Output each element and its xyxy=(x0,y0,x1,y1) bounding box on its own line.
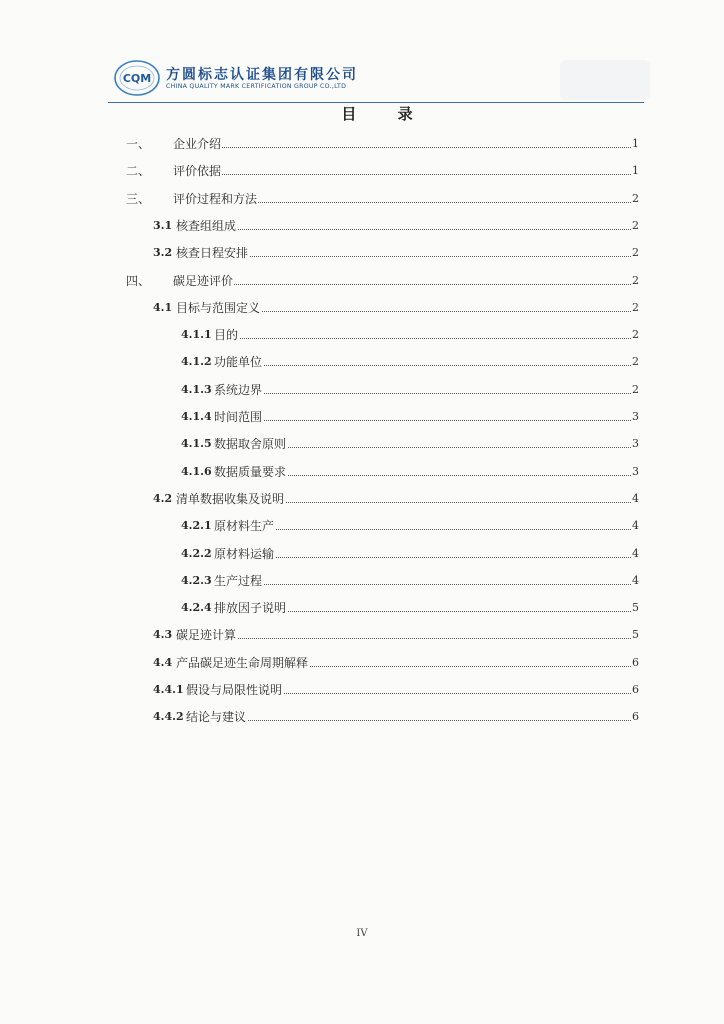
toc-entry[interactable] xyxy=(0,518,724,534)
toc-entry[interactable] xyxy=(0,655,724,671)
toc-dot-leader xyxy=(214,393,633,394)
toc-entry-label: 核查日程安排 xyxy=(176,246,249,261)
toc-entry-label: 原材料运输 xyxy=(214,546,275,561)
toc-entry-label: 假设与局限性说明 xyxy=(186,683,283,697)
toc-dot-leader xyxy=(214,420,633,421)
toc-entry-number: 4.1.4 xyxy=(181,410,212,423)
toc-entry[interactable] xyxy=(0,409,724,425)
toc-entry[interactable] xyxy=(0,191,724,207)
toc-entry-label: 排放因子说明 xyxy=(214,601,287,616)
toc-dot-leader xyxy=(214,584,633,585)
toc-entry-label: 功能单位 xyxy=(214,355,263,370)
toc-entry-label: 碳足迹评价 xyxy=(173,273,234,288)
toc-title: 目 录 xyxy=(341,105,431,123)
toc-entry[interactable] xyxy=(0,354,724,370)
toc-entry-label: 生产过程 xyxy=(214,573,263,588)
toc-entry-label: 数据取舍原则 xyxy=(214,437,287,452)
toc-entry-label: 企业介绍 xyxy=(173,137,222,151)
toc-entry-label: 原材料生产 xyxy=(214,519,275,534)
toc-entry-page: 3 xyxy=(632,437,639,451)
toc-entry[interactable] xyxy=(0,573,724,589)
toc-entry-number: 一、 xyxy=(126,137,151,151)
toc-dot-leader xyxy=(186,720,633,721)
toc-entry-page: 1 xyxy=(632,137,639,150)
toc-entry-label: 数据质量要求 xyxy=(214,464,287,479)
toc-entry-page: 5 xyxy=(632,601,639,615)
toc-entry-page: 2 xyxy=(632,355,639,369)
toc-dot-leader xyxy=(214,529,633,530)
toc-entry-label: 结论与建议 xyxy=(186,710,247,725)
toc-entry-number: 3.2 xyxy=(153,246,173,260)
toc-entry-number: 4.1.3 xyxy=(181,382,212,396)
toc-entry-number: 4.1.1 xyxy=(181,328,212,342)
toc-entry-number: 4.2.2 xyxy=(181,546,212,560)
toc-entry[interactable] xyxy=(0,273,724,289)
company-name-cn: 方圆标志认证集团有限公司 xyxy=(166,67,358,83)
toc-dot-leader xyxy=(173,147,633,148)
toc-entry-label: 碳足迹计算 xyxy=(176,628,237,643)
toc-entry-page: 5 xyxy=(632,628,639,642)
toc-entry[interactable] xyxy=(0,300,724,316)
toc-entry-label: 时间范围 xyxy=(214,410,263,424)
toc-entry-number: 二、 xyxy=(126,164,151,179)
toc-dot-leader xyxy=(176,638,633,639)
toc-entry[interactable] xyxy=(0,245,724,261)
toc-entry-page: 2 xyxy=(632,328,639,342)
toc-dot-leader xyxy=(173,174,633,175)
toc-entry-number: 3.1 xyxy=(153,218,173,232)
toc-entry-page: 2 xyxy=(632,191,639,205)
toc-entry-label: 目的 xyxy=(214,328,239,343)
toc-entry-page: 2 xyxy=(632,382,639,396)
toc-entry-label: 评价过程和方法 xyxy=(173,191,258,206)
toc-entry[interactable] xyxy=(0,709,724,725)
toc-entry-number: 4.2.4 xyxy=(181,601,212,615)
toc-entry-page: 4 xyxy=(632,491,639,505)
toc-dot-leader xyxy=(176,229,633,230)
toc-entry[interactable] xyxy=(0,218,724,234)
toc-entry-number: 4.1.5 xyxy=(181,437,212,451)
toc-entry-number: 4.4.1 xyxy=(153,683,184,696)
toc-entry-label: 产品碳足迹生命周期解释 xyxy=(176,655,309,670)
toc-entry-page: 4 xyxy=(632,546,639,560)
toc-entry-page: 4 xyxy=(632,519,639,533)
toc-entry[interactable] xyxy=(0,491,724,507)
toc-entry-number: 四、 xyxy=(126,273,151,288)
toc-dot-leader xyxy=(173,284,633,285)
toc-entry[interactable] xyxy=(0,682,724,698)
toc-entry[interactable] xyxy=(0,136,724,152)
toc-entry-page: 2 xyxy=(632,218,639,232)
toc-entry-number: 4.4.2 xyxy=(153,710,184,724)
toc-entry[interactable] xyxy=(0,163,724,179)
toc-entry-page: 6 xyxy=(632,710,639,724)
toc-entry-page: 2 xyxy=(632,273,639,287)
toc-entry-page: 3 xyxy=(632,464,639,478)
toc-entry-number: 4.1 xyxy=(153,300,173,314)
page-number: IV xyxy=(356,928,368,939)
toc-entry[interactable] xyxy=(0,600,724,616)
toc-entry-number: 4.1.2 xyxy=(181,355,212,369)
toc-entry-number: 4.4 xyxy=(153,655,173,669)
svg-text:CQM: CQM xyxy=(122,72,152,85)
toc-entry-page: 1 xyxy=(632,164,639,178)
toc-entry[interactable] xyxy=(0,436,724,452)
toc-entry-number: 4.2 xyxy=(153,491,173,505)
toc-entry-page: 2 xyxy=(632,246,639,260)
toc-dot-leader xyxy=(214,338,633,339)
toc-dot-leader xyxy=(214,557,633,558)
toc-entry-number: 4.2.3 xyxy=(181,573,212,587)
toc-entry-label: 系统边界 xyxy=(214,382,263,397)
toc-entry[interactable] xyxy=(0,382,724,398)
toc-dot-leader xyxy=(214,365,633,366)
toc-entry-page: 6 xyxy=(632,655,639,669)
toc-entry-page: 2 xyxy=(632,300,639,314)
toc-entry[interactable] xyxy=(0,546,724,562)
toc-entry[interactable] xyxy=(0,627,724,643)
toc-entry-number: 4.3 xyxy=(153,628,173,642)
toc-entry[interactable] xyxy=(0,464,724,480)
company-name-en: CHINA QUALITY MARK CERTIFICATION GROUP CO.,LTD xyxy=(166,83,347,90)
toc-entry-label: 清单数据收集及说明 xyxy=(176,491,285,506)
toc-entry-label: 目标与范围定义 xyxy=(176,300,261,315)
toc-entry-page: 4 xyxy=(632,573,639,587)
toc-entry-page: 6 xyxy=(632,683,639,696)
toc-entry[interactable] xyxy=(0,327,724,343)
toc-entry-label: 评价依据 xyxy=(173,164,222,179)
toc-entry-number: 4.2.1 xyxy=(181,519,212,533)
toc-entry-number: 三、 xyxy=(126,191,151,206)
toc-entry-number: 4.1.6 xyxy=(181,464,212,478)
toc-entry-page: 3 xyxy=(632,410,639,423)
toc-entry-label: 核查组组成 xyxy=(176,218,237,233)
